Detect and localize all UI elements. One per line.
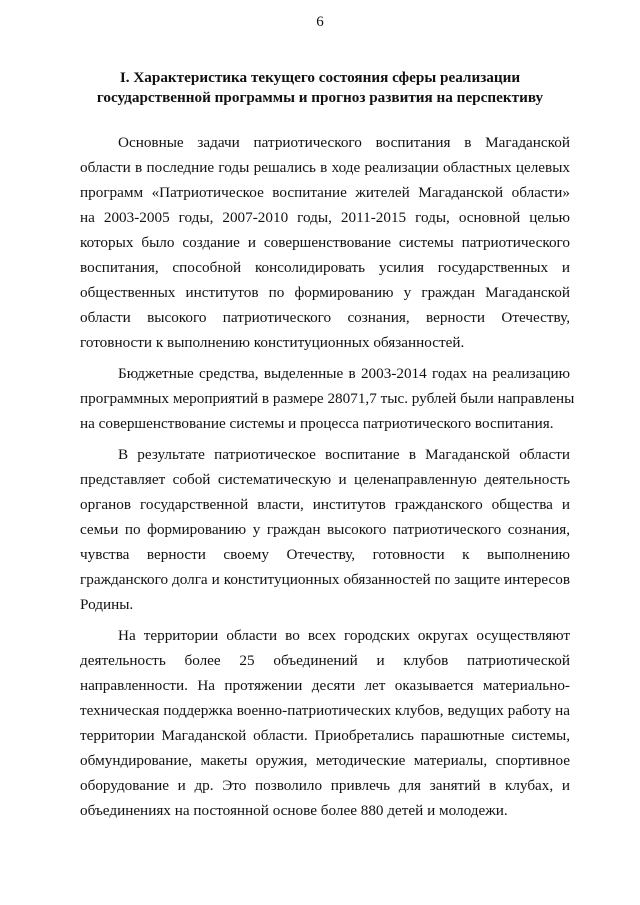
text-line: деятельность более 25 объединений и клубов патриотической [80, 652, 570, 669]
text-line: которых было создание и совершенствование системы патриотического [80, 234, 570, 251]
text-line: техническая поддержка военно-патриотических клубов, ведущих работу на [80, 702, 570, 719]
text-line: воспитания, способной консолидировать усилия государственных и [80, 259, 570, 276]
text-line: общественных институтов по формированию у граждан Магаданской [80, 284, 570, 301]
text-line: территории Магаданской области. Приобретались парашютные системы, [80, 727, 570, 744]
paragraph [80, 623, 570, 823]
section-heading [60, 68, 580, 108]
text-line: программ «Патриотическое воспитание жителей Магаданской области» [80, 184, 570, 201]
text-line: органов государственной власти, институтов гражданского общества и [80, 496, 570, 513]
text-line: области в последние годы решались в ходе реализации областных целевых [80, 159, 570, 176]
text-line: Бюджетные средства, выделенные в 2003-2014 годах на реализацию [118, 365, 570, 382]
body-text [80, 130, 575, 823]
text-line: гражданского долга и конституционных обязанностей по защите интересов [80, 571, 570, 588]
text-line: готовности к выполнению конституционных обязанностей. [80, 334, 465, 351]
text-line: области высокого патриотического сознания, верности Отечеству, [80, 309, 570, 326]
text-line: В результате патриотическое воспитание в Магаданской области [118, 446, 570, 463]
text-line: семьи по формированию у граждан высокого патриотического сознания, [80, 521, 570, 538]
text-line: представляет собой систематическую и целенаправленную деятельность [80, 471, 570, 488]
text-line: программных мероприятий в размере 28071,7 тыс. рублей были направлены [80, 390, 575, 407]
heading-line: I. Характеристика текущего состояния сферы реализации [119, 69, 521, 86]
paragraph [80, 442, 570, 617]
paragraph [80, 130, 570, 355]
text-line: объединениях на постоянной основе более 880 детей и молодежи. [80, 802, 508, 819]
paragraph [80, 361, 575, 436]
text-line: направленности. На протяжении десяти лет оказывается материально- [80, 677, 570, 694]
text-line: на совершенствование системы и процесса патриотического воспитания. [80, 415, 554, 432]
page-number: 6 [316, 14, 324, 30]
text-line: на 2003-2005 годы, 2007-2010 годы, 2011-2015 годы, основной целью [80, 209, 570, 226]
text-line: обмундирование, макеты оружия, методические материалы, спортивное [80, 752, 570, 769]
heading-line: государственной программы и прогноз развития на перспективу [96, 89, 544, 106]
text-line: Родины. [80, 596, 134, 613]
text-line: Основные задачи патриотического воспитания в Магаданской [118, 134, 570, 151]
text-line: На территории области во всех городских округах осуществляют [118, 627, 570, 644]
text-line: чувства верности своему Отечеству, готовности к выполнению [80, 546, 570, 563]
text-line: оборудование и др. Это позволило привлечь для занятий в клубах, и [80, 777, 570, 794]
